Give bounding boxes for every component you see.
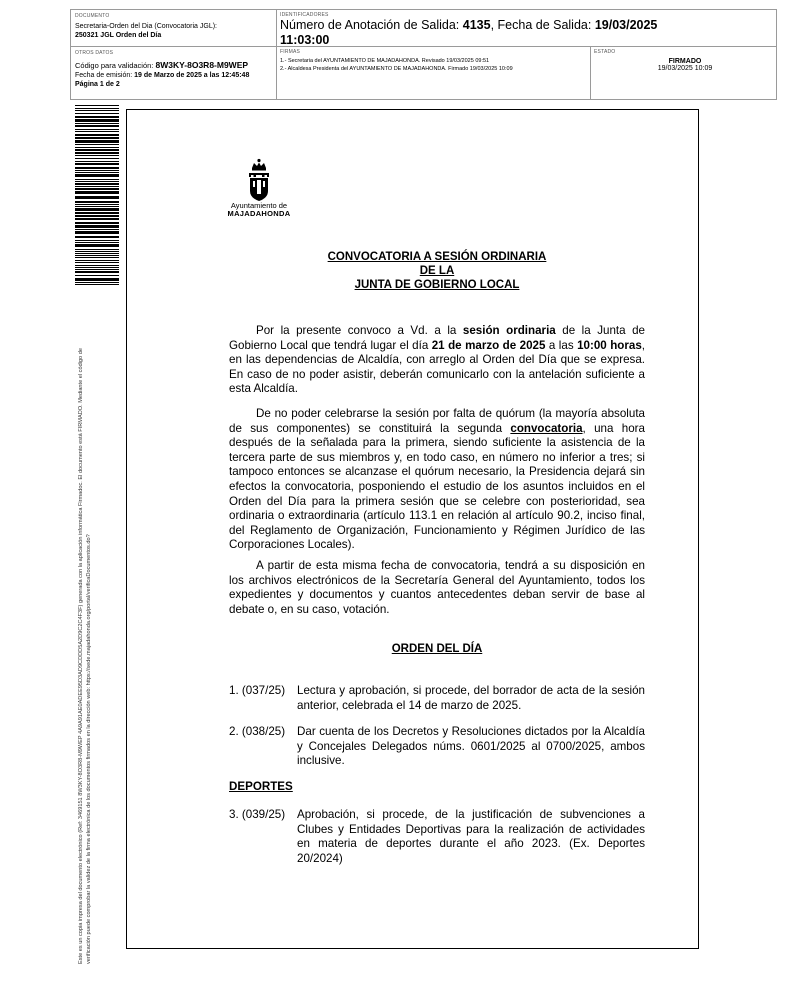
barcode-bar [75,167,119,169]
title-line3: JUNTA DE GOBIERNO LOCAL [354,279,520,291]
barcode-bar [75,158,119,159]
barcode-bar [75,231,119,234]
barcode-bar [75,244,119,247]
barcode-bar [75,137,119,139]
barcode-bar [75,131,119,132]
agenda-item [229,808,645,866]
orden-del-dia-title: ORDEN DEL DÍA [391,643,483,655]
codigo-prefix: Código para validación: [75,61,156,70]
barcode-bar [75,284,119,285]
barcode-bar [75,201,119,203]
document-header [70,9,777,100]
barcode-bar [75,191,119,194]
barcode-bar [75,222,119,224]
barcode-bar [75,155,119,156]
agenda-item [229,725,645,769]
barcode-bar [75,152,119,154]
barcode-bars [75,105,119,285]
anotacion-prefix: Número de Anotación de Salida: [280,18,463,32]
barcode-bar [75,105,119,106]
barcode [75,105,119,285]
barcode-bar [75,257,119,258]
anotacion-line [280,18,774,33]
section-deportes: DEPORTES [229,780,293,793]
agenda-item-number: 2. (038/25) [229,725,286,738]
para3-text: A partir de esta misma fecha de convocatoria, tendrá a su disposición en los archivos electrónicos de la Secretaría General del Ayuntamiento, todos los expedientes y documentos y cuantos antecedentes deban servir de base al debate o, en su caso, votación. [229,559,645,616]
barcode-bar [75,188,119,190]
firma-2: 2.- Alcaldesa Presidenta del AYUNTAMIENTO DE MAJADAHONDA. Firmado 19/03/2025 10:09 [280,65,513,72]
barcode-bar [75,161,119,162]
barcode-bar [75,170,119,171]
municipality-logo [224,158,294,230]
barcode-bar [75,113,119,114]
barcode-bar [75,212,119,214]
barcode-bar [75,249,119,250]
barcode-bar [75,149,119,151]
paragraph-quorum [229,407,645,553]
estado-fecha: 19/03/2025 10:09 [657,65,713,72]
para1-bold: sesión ordinaria [462,324,556,337]
para1-bold-time: 10:00 horas [577,338,642,352]
emision-line [75,71,273,80]
barcode-bar [75,129,119,130]
barcode-bar [75,134,119,136]
para1-bold-date: 21 de marzo de 2025 [431,338,546,352]
barcode-bar [75,172,119,173]
otros-datos-label: OTROS DATOS [75,50,114,56]
para1-text: , en las dependencias de Alcaldía, con arreglo al Orden del Día que se expresa. En caso de no poder asistir, deberán comunicarlo con la antelación suficiente a esta Alcaldía. [229,338,646,396]
agenda-item [229,684,645,713]
barcode-bar [75,225,119,228]
header-divider [590,46,591,99]
firmas-label: FIRMAS [280,49,301,55]
barcode-bar [75,215,119,217]
para1-text: a las [545,338,578,352]
codigo-value[interactable]: 8W3KY-8O3R8-M9WEP [155,60,249,70]
emision-value: 19 de Marzo de 2025 a las 12:45:48 [134,72,250,79]
estado-label: ESTADO [594,49,616,55]
firma-1: 1.- Secretaria del AYUNTAMIENTO DE MAJADAHONDA. Revisado 19/03/2025 09:51 [280,58,490,64]
documento-line1: Secretaria-Orden del Dia (Convocatoria JGL): [75,23,218,30]
barcode-bar [75,282,119,283]
barcode-bar [75,278,119,281]
barcode-bar [75,174,119,177]
barcode-bar [75,242,119,243]
emision-prefix: Fecha de emisión: [75,72,135,79]
barcode-bar [75,179,119,180]
barcode-bar [75,183,119,185]
otros-datos-cell [75,50,273,89]
barcode-bar [75,267,119,268]
barcode-bar [75,144,119,145]
barcode-bar [75,275,119,276]
title-line2: DE LA [419,265,455,277]
logo-line2: MAJADAHONDA [227,209,291,218]
barcode-bar [75,196,119,199]
barcode-bar [75,260,119,261]
barcode-bar [75,186,119,187]
agenda-item-text: Aprobación, si procede, de la justificación de subvenciones a Clubes y Entidades Deportivas para la realización de actividades en materia de deportes durante el año 2023. (Ex. Deportes 20/2024) [297,808,645,865]
barcode-bar [75,255,119,256]
barcode-bar [75,123,119,124]
barcode-bar [75,218,119,220]
paragraph-convocatoria [229,324,645,397]
barcode-bar [75,208,119,211]
firmas-cell [280,49,586,73]
header-divider [276,10,277,99]
barcode-bar [75,181,119,182]
side-verification-text [78,292,102,964]
documento-line2: 250321 JGL Orden del Día [75,32,162,39]
barcode-bar [75,110,119,111]
barcode-bar [75,240,119,241]
barcode-bar [75,119,119,122]
crown-tower-emblem-icon [246,158,272,202]
barcode-bar [75,140,119,143]
side-text-line2: verificación puede comprobar la validez de la firma electrónica de los documentos firmados en la dirección web: https://sede.majadahonda.org/portal/verificaDocumentos.do? [85,534,92,964]
agenda-item-number: 3. (039/25) [229,808,286,821]
barcode-bar [75,236,119,238]
side-text-block [78,292,102,964]
documento-cell [75,13,273,40]
paragraph-disposicion [229,559,645,617]
codigo-line [75,60,273,71]
title-line1: CONVOCATORIA A SESIÓN ORDINARIA [327,251,547,263]
agenda-item-text: Lectura y aprobación, si procede, del borrador de acta de la sesión anterior, celebrada el 14 de marzo de 2025. [297,684,645,712]
barcode-bar [75,116,119,118]
barcode-bar [75,251,119,252]
barcode-bar [75,229,119,230]
side-text-line1: Este es un copia impresa del documento electrónico (Ref: 3469151 8W3KY-8O3R8-M9WEP 4A9A91AE0ADEE95D3AD9CDDD5A2D9C2C4F3F) generada con la aplicación informática Firmadoc. El documento está FIRMADO. Mediante el código de [78,348,84,964]
fecha-salida: 19/03/2025 [594,18,658,32]
agenda-item-text: Dar cuenta de los Decretos y Resoluciones dictados por la Alcaldía y Concejales Delegados núms. 0601/2025 al 0700/2025, ambos inclusive. [297,725,645,768]
barcode-bar [75,163,119,165]
estado-value: FIRMADO [668,58,702,65]
para2-underlined: convocatoria [510,421,583,435]
document-title [229,250,645,292]
hora-salida: 11:03:00 [280,33,330,47]
barcode-bar [75,125,119,127]
barcode-bar [75,147,119,148]
para2-text: De no poder celebrarse la sesión por falta de quórum (la mayoría absoluta de sus componentes) se constituirá la segunda [229,407,645,435]
barcode-bar [75,265,119,266]
para1-text: Por la presente convoco a Vd. a la [256,324,463,337]
para2-text: , una hora después de la señalada para la primera, siendo suficiente la asistencia de la tercera parte de sus miembros y, en todo caso, en número no inferior a tres; si tampoco entonces se alcanzase el quórum necesario, la Presidencia dejará sin efectos la convocatoria, posponiendo el estudio de los asuntos incluidos en el Orden del Día para la primera sesión que se celebre con posterioridad, sea ordinaria o extraordinaria (artículo 113.1 en relación al artículo 90.2, inciso final, del Reglamento de Organización, Funcionamiento y Régimen Jurídico de las Corporaciones Locales). [229,421,645,552]
barcode-bar [75,262,119,263]
estado-cell [594,49,776,72]
logo-line1: Ayuntamiento de [230,201,288,210]
barcode-bar [75,253,119,254]
barcode-bar [75,271,119,273]
pagina: Página 1 de 2 [75,81,120,88]
agenda-item-number: 1. (037/25) [229,684,286,697]
anotacion-number: 4135 [462,18,491,32]
barcode-bar [75,204,119,205]
fecha-prefix: , Fecha de Salida: [490,18,595,32]
barcode-bar [75,108,119,109]
header-divider [71,46,276,47]
documento-label: DOCUMENTO [75,13,110,19]
identificadores-label: IDENTIFICADORES [280,12,329,18]
barcode-bar [75,206,119,207]
identificadores-cell [280,12,774,48]
para1-text: de la Junta de Gobierno Local que tendrá lugar el día [229,324,645,352]
barcode-bar [75,269,119,270]
